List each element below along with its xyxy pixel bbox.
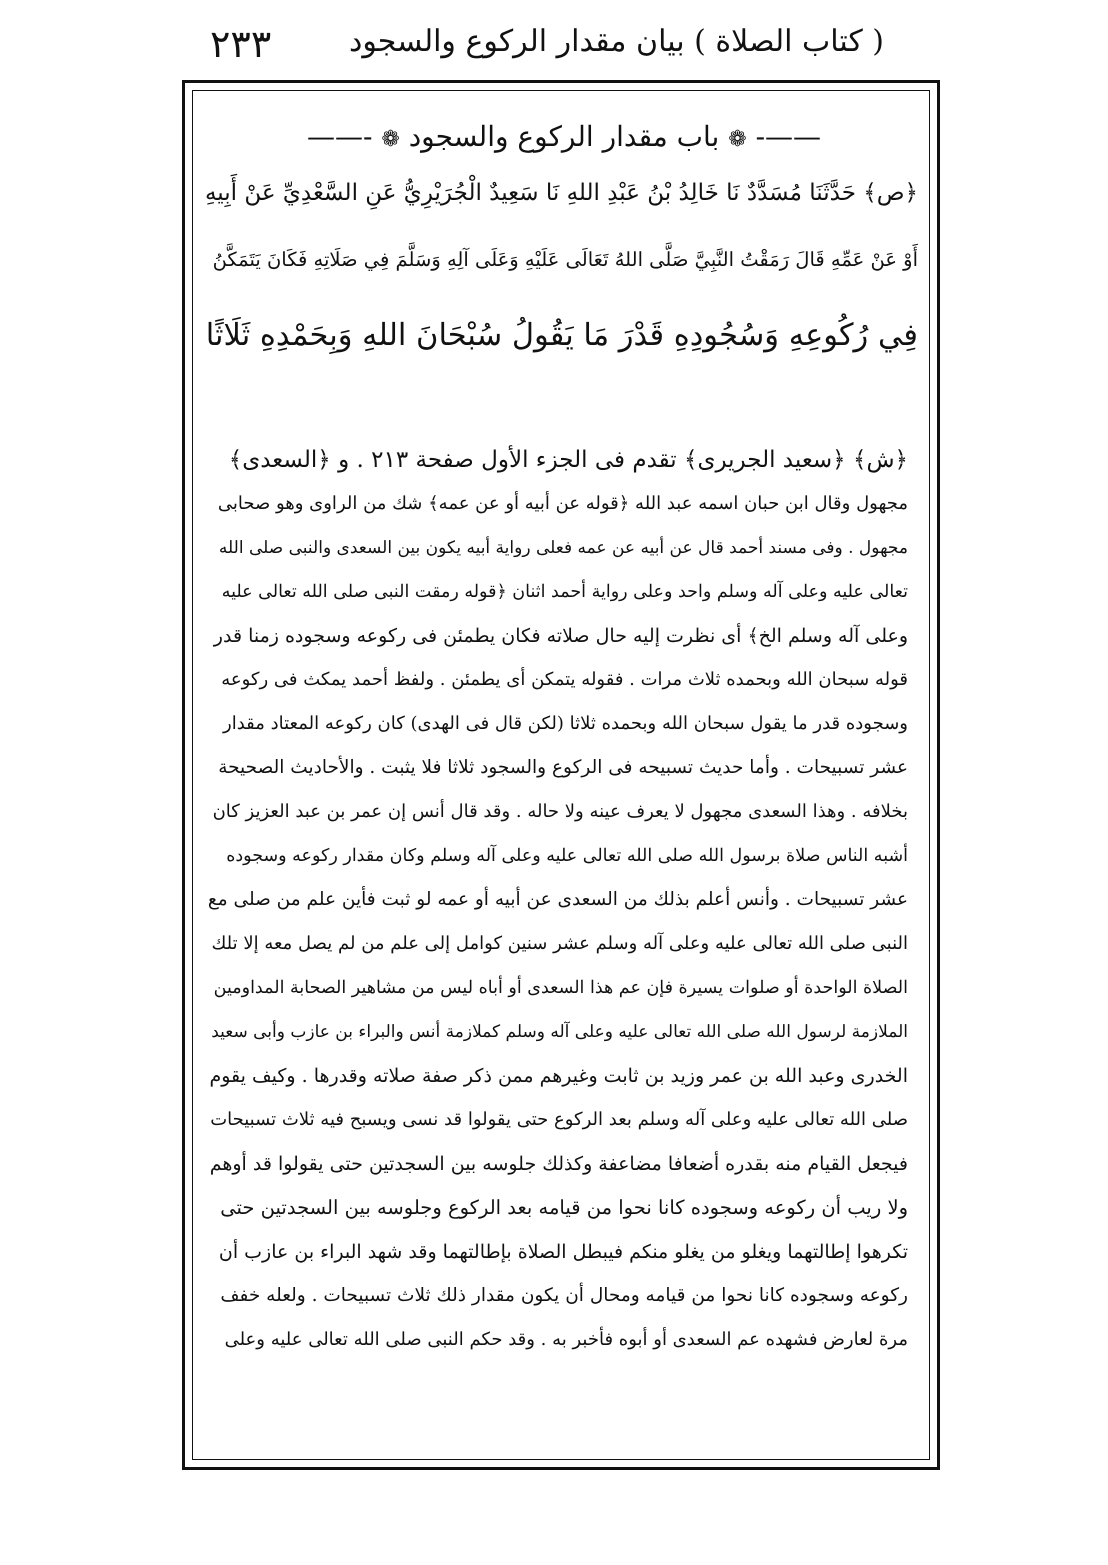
commentary-line: فيجعل القيام منه بقدره أضعافا مضاعفة وكذلك جلوسه بين السجدتين حتى يقولوا قد أوهم bbox=[209, 1153, 908, 1175]
commentary-line: مجهول وقال ابن حبان اسمه عبد الله ﴿قوله عن أبيه أو عن عمه﴾ شك من الراوى وهو صحابى bbox=[217, 493, 908, 514]
commentary-line: قوله سبحان الله وبحمده ثلاث مرات . فقوله يتمكن أى يطمئن . ولفظ أحمد يمكث فى ركوعه bbox=[221, 669, 908, 690]
commentary-line: وعلى آله وسلم الخ﴾ أى نظرت إليه حال صلاته فكان يطمئن فى ركوعه وسجوده زمنا قدر bbox=[213, 625, 908, 647]
commentary-line: الخدرى وعبد الله بن عمر وزيد بن ثابت وغيرهم ممن ذكر صفة صلاته وقدرها . وكيف يقوم bbox=[209, 1065, 908, 1087]
hadith-line: أَوْ عَنْ عَمِّهِ قَالَ رَمَقْتُ النَّبِيَّ صَلَّى اللهُ تَعَالَى عَلَيْهِ وَعَلَى آلِهِ وَسَلَّمَ فِي صَلَاتِهِ فَكَانَ يَتَمَكَّنُ bbox=[212, 248, 918, 271]
commentary-line: مجهول . وفى مسند أحمد قال عن أبيه عن عمه فعلى رواية أبيه يكون بين السعدى والنبى صلى الله bbox=[218, 538, 908, 558]
commentary-line: تكرهوا إطالتهما ويغلو من يغلو منكم فيبطل الصلاة بإطالتهما وقد شهد البراء بن عازب أن bbox=[218, 1241, 908, 1263]
hadith-line: ﴿ص﴾ حَدَّثَنَا مُسَدَّدٌ نَا خَالِدُ بْنُ عَبْدِ اللهِ نَا سَعِيدٌ الْجُرَيْرِيُّ عَنِ السَّعْدِيِّ عَنْ أَبِيهِ bbox=[204, 180, 918, 206]
ornament-left-icon: ❁ bbox=[728, 127, 747, 152]
commentary-line: ركوعه وسجوده كانا نحوا من قيامه ومحال أن يكون مقدار ذلك ثلاث تسبيحات . ولعله خفف bbox=[220, 1285, 908, 1306]
commentary-line: ولا ريب أن ركوعه وسجوده كانا نحوا من قيامه بعد الركوع وجلوسه بين السجدتين حتى bbox=[220, 1196, 908, 1219]
commentary-line: عشر تسبيحات . وأنس أعلم بذلك من السعدى عن أبيه أو عمه لو ثبت فأين علم من صلى مع bbox=[207, 889, 908, 910]
commentary-line: وسجوده قدر ما يقول سبحان الله وبحمده ثلاثا (لكن قال فى الهدى) كان ركوعه المعتاد مقدار bbox=[223, 713, 908, 734]
running-title: ( كتاب الصلاة ) بيان مقدار الركوع والسجود bbox=[348, 24, 884, 59]
commentary-line: ﴿ش﴾ ﴿سعيد الجريرى﴾ تقدم فى الجزء الأول صفحة ٢١٣ . و ﴿السعدى﴾ bbox=[228, 447, 908, 473]
commentary-line: أشبه الناس صلاة برسول الله صلى الله تعالى عليه وعلى آله وسلم وكان مقدار ركوعه وسجوده bbox=[226, 846, 908, 866]
commentary-line: صلى الله تعالى عليه وعلى آله وسلم بعد الركوع حتى يقولوا قد نسى ويسبح فيه ثلاث تسبيحات bbox=[210, 1109, 908, 1130]
commentary-line: النبى صلى الله تعالى عليه وعلى آله وسلم عشر سنين كوامل إلى علم من لم يصل معه إلا تلك bbox=[211, 933, 908, 954]
ornament-right-icon: ❁ bbox=[381, 127, 400, 152]
commentary-line: بخلافه . وهذا السعدى مجهول لا يعرف عينه ولا حاله . وقد قال أنس إن عمر بن عبد العزيز كان bbox=[212, 801, 908, 822]
commentary-line: عشر تسبيحات . وأما حديث تسبيحه فى الركوع والسجود ثلاثا فلا يثبت . والأحاديث الصحيحة bbox=[218, 757, 908, 778]
commentary-line: الملازمة لرسول الله صلى الله تعالى عليه وعلى آله وسلم كملازمة أنس والبراء بن عازب وأبى سعيد bbox=[211, 1022, 908, 1042]
chapter-title: باب مقدار الركوع والسجود bbox=[408, 120, 720, 153]
right-rule: -—— bbox=[306, 120, 373, 153]
commentary-line: مرة لعارض فشهده عم السعدى أو أبوه فأخبر به . وقد حكم النبى صلى الله تعالى عليه وعلى bbox=[224, 1329, 908, 1350]
commentary-line: تعالى عليه وعلى آله وسلم واحد وعلى رواية أحمد اثنان ﴿قوله رمقت النبى صلى الله تعالى عليه bbox=[221, 582, 908, 602]
hadith-line: فِي رُكُوعِهِ وَسُجُودِهِ قَدْرَ مَا يَقُولُ سُبْحَانَ اللهِ وَبِحَمْدِهِ ثَلَاثًا bbox=[205, 318, 918, 353]
chapter-heading bbox=[198, 120, 930, 153]
left-rule: ——- bbox=[755, 120, 822, 153]
page-number: ٢٣٣ bbox=[210, 22, 272, 66]
commentary-line: الصلاة الواحدة أو صلوات يسيرة فإن عم هذا السعدى أو أباه ليس من مشاهير الصحابة المداومين bbox=[213, 978, 908, 998]
